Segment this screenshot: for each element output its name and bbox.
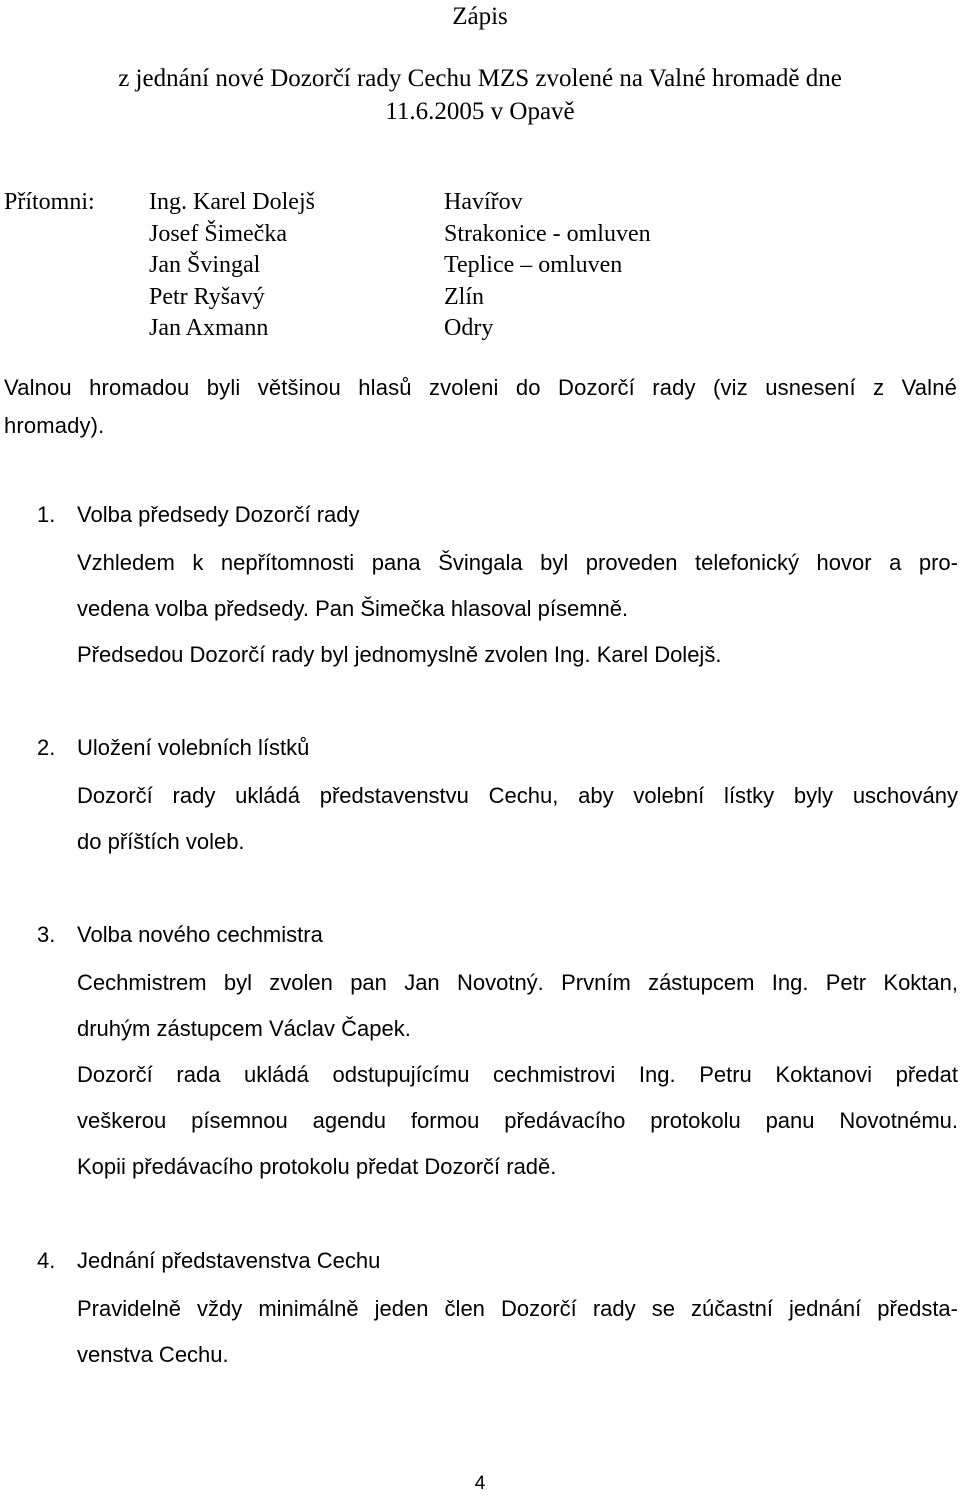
- attendance-places: [444, 187, 651, 345]
- section-body: [77, 540, 958, 678]
- section-heading: [37, 1246, 380, 1276]
- section-title: Jednání představenstva Cechu: [77, 1248, 381, 1273]
- section-line: druhým zástupcem Václav Čapek.: [77, 1016, 411, 1041]
- section-number: 4.: [37, 1248, 56, 1273]
- intro-paragraph: [4, 369, 957, 445]
- attendee-name: Josef Šimečka: [149, 220, 287, 247]
- document-subtitle-line-2: 11.6.2005 v Opavě: [385, 98, 575, 125]
- section-number: 1.: [37, 502, 56, 527]
- attendee-place: Odry: [444, 315, 494, 341]
- attendee-name: Jan Axmann: [149, 315, 269, 341]
- document-subtitle-line-1: z jednání nové Dozorčí rady Cechu MZS zvolené na Valné hromadě dne: [118, 65, 842, 92]
- section-title: Volba předsedy Dozorčí rady: [77, 502, 360, 527]
- section-number: 3.: [37, 922, 56, 947]
- page-number: 4: [474, 1473, 486, 1494]
- attendance-names: [149, 187, 315, 345]
- section-line: Dozorčí rada ukládá odstupujícímu cechmistrovi Ing. Petru Koktanovi předat: [77, 1062, 958, 1087]
- section-body: [77, 773, 958, 865]
- attendee-name: Jan Švingal: [149, 252, 261, 278]
- section-heading: [37, 920, 323, 950]
- section-line: Kopii předávacího protokolu předat Dozorčí radě.: [77, 1154, 557, 1179]
- attendee-name: Ing. Karel Dolejš: [149, 189, 315, 215]
- section-title: Volba nového cechmistra: [77, 922, 323, 947]
- section-line: Vzhledem k nepřítomnosti pana Švingala byl proveden telefonický hovor a pro-: [77, 550, 958, 575]
- intro-line: Valnou hromadou byli většinou hlasů zvoleni do Dozorčí rady (viz usnesení z Valné: [4, 375, 957, 400]
- attendee-place: Teplice – omluven: [444, 252, 623, 278]
- section-body: [77, 960, 958, 1190]
- section-line: vedena volba předsedy. Pan Šimečka hlasoval písemně.: [77, 596, 629, 621]
- section-line: Dozorčí rady ukládá představenstvu Cechu, aby volební lístky byly uschovány: [77, 783, 958, 808]
- section-line: venstva Cechu.: [77, 1342, 229, 1367]
- section-line: Pravidelně vždy minimálně jeden člen Dozorčí rady se zúčastní jednání předsta-: [77, 1296, 958, 1321]
- attendee-place: Zlín: [444, 283, 484, 310]
- section-body: [77, 1286, 958, 1378]
- attendance-label: Přítomni:: [4, 189, 95, 215]
- section-heading: [37, 500, 360, 530]
- section-title: Uložení volebních lístků: [77, 735, 310, 760]
- section-line: veškerou písemnou agendu formou předávacího protokolu panu Novotnému.: [77, 1108, 958, 1133]
- section-line: Cechmistrem byl zvolen pan Jan Novotný. Prvním zástupcem Ing. Petr Koktan,: [77, 970, 958, 995]
- intro-line: hromady).: [4, 413, 105, 438]
- attendee-name: Petr Ryšavý: [149, 283, 265, 310]
- attendee-place: Strakonice - omluven: [444, 220, 651, 247]
- section-line: do příštích voleb.: [77, 829, 245, 854]
- section-number: 2.: [37, 735, 56, 760]
- section-heading: [37, 733, 309, 763]
- section-line: Předsedou Dozorčí rady byl jednomyslně zvolen Ing. Karel Dolejš.: [77, 642, 722, 667]
- document-title: Zápis: [452, 3, 508, 30]
- attendee-place: Havířov: [444, 189, 523, 215]
